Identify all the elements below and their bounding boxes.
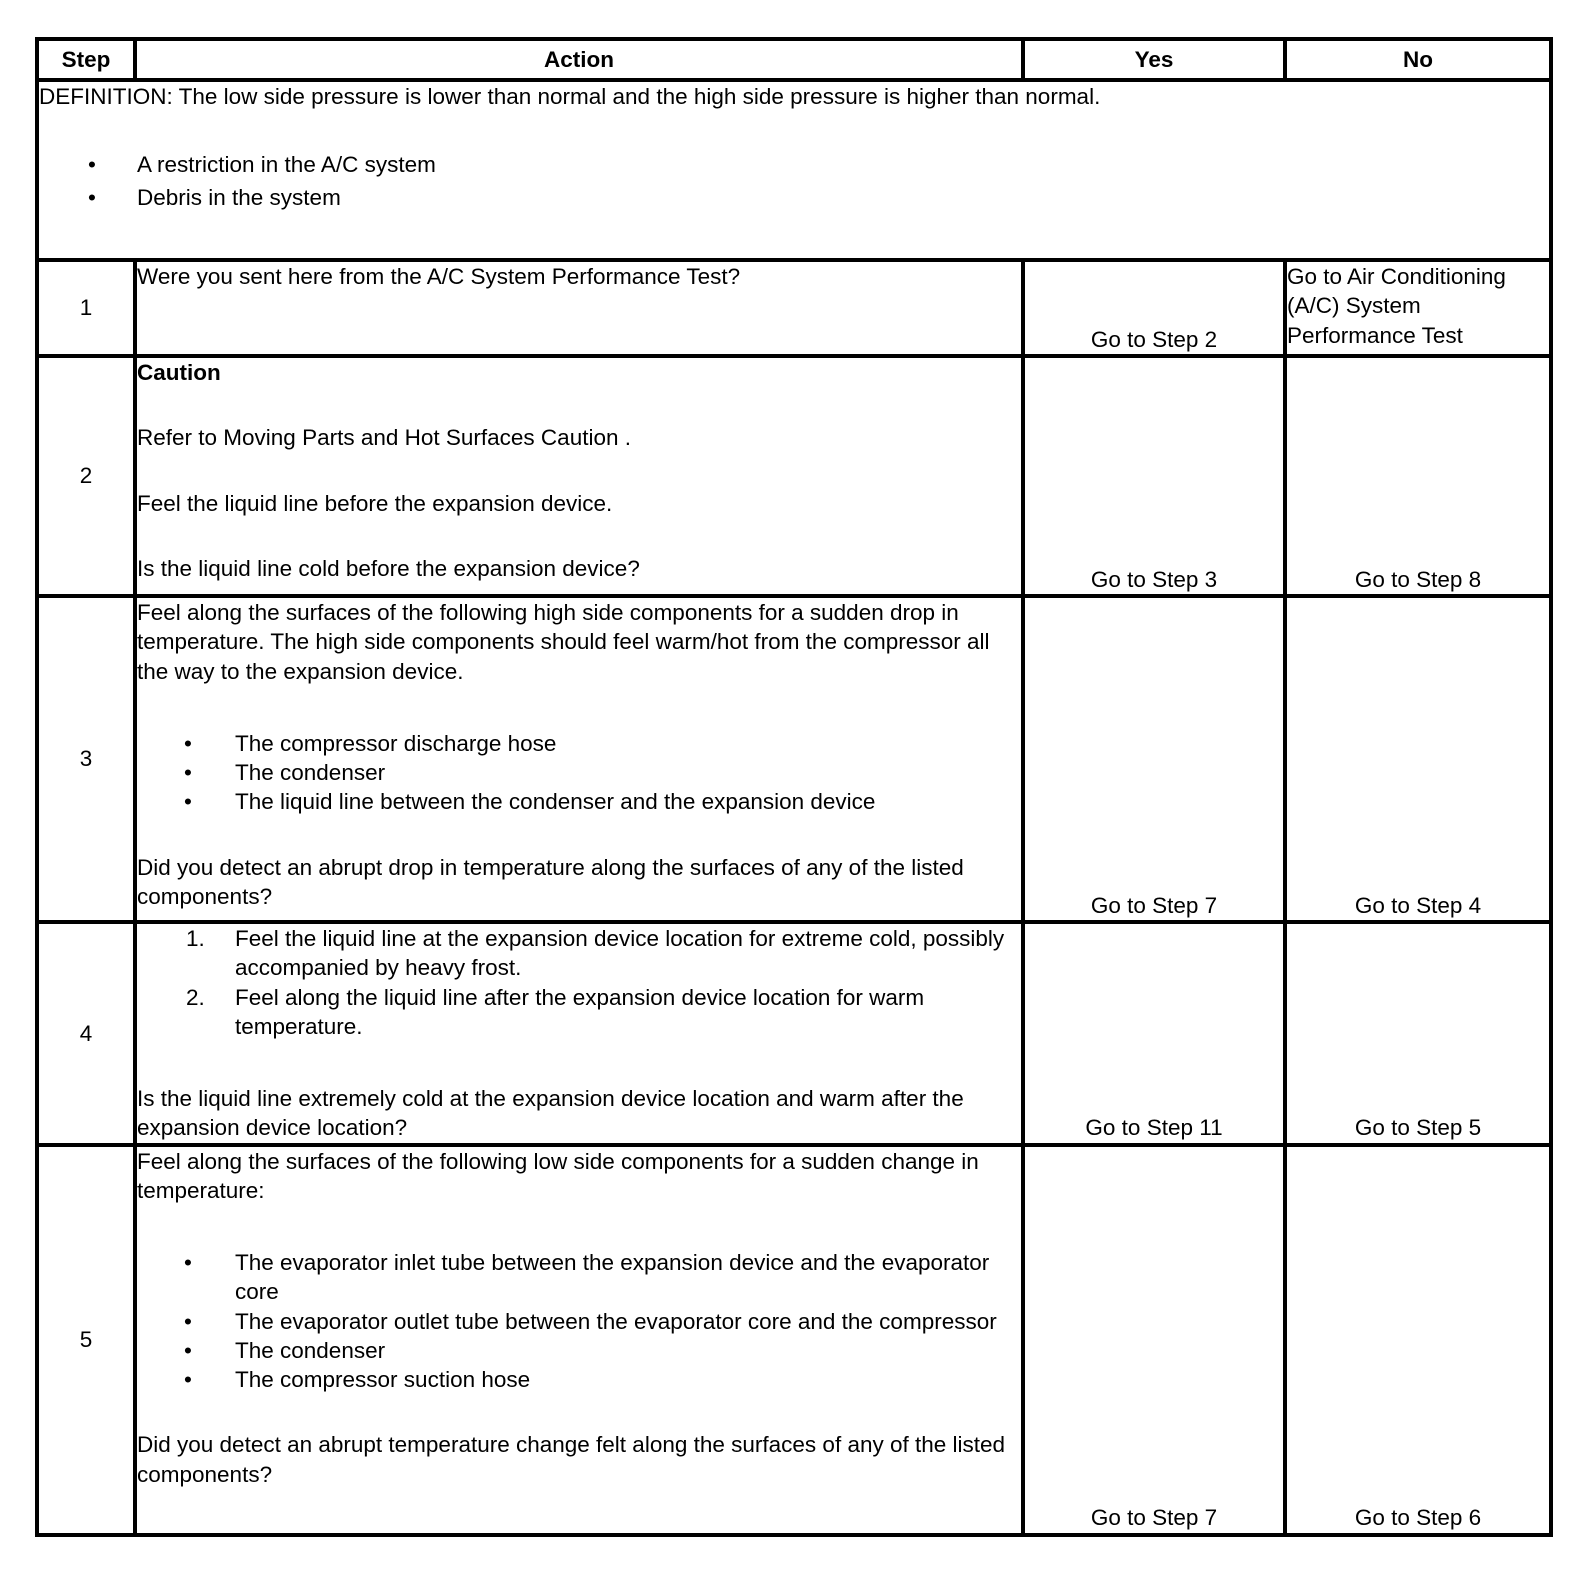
item-text: Feel the liquid line at the expansion device location for extreme cold, possibly accompanied by heavy frost. bbox=[235, 926, 1005, 981]
definition-cell bbox=[37, 80, 1551, 260]
step-action bbox=[135, 260, 1023, 356]
caution-label: Caution bbox=[137, 360, 221, 385]
step-question: Were you sent here from the A/C System Performance Test? bbox=[137, 264, 741, 289]
step-action bbox=[135, 596, 1023, 922]
yes-link[interactable]: Go to Step 3 bbox=[1023, 356, 1285, 596]
step-number: 1 bbox=[37, 260, 135, 356]
step-number: 3 bbox=[37, 596, 135, 922]
step-number: 2 bbox=[37, 356, 135, 596]
definition-bullets bbox=[39, 150, 1549, 212]
definition-text: DEFINITION: The low side pressure is lower than normal and the high side pressure is higher than normal. bbox=[39, 84, 1101, 109]
list-item: • The liquid line between the condenser and the expansion device bbox=[137, 787, 1021, 816]
step-instruction: Feel the liquid line before the expansion device. bbox=[137, 490, 613, 516]
header-step: Step bbox=[37, 39, 135, 80]
step-question: Did you detect an abrupt drop in temperature along the surfaces of any of the listed components? bbox=[137, 854, 964, 909]
step-action bbox=[135, 1145, 1023, 1535]
step-intro: Feel along the surfaces of the following high side components for a sudden drop in temperature. The high side components should feel warm/hot from the compressor all the way to the expansion device. bbox=[137, 600, 990, 684]
no-link[interactable]: Go to Step 5 bbox=[1285, 922, 1551, 1145]
step-number: 4 bbox=[37, 922, 135, 1145]
numbered-list bbox=[137, 924, 1021, 1041]
step-question: Is the liquid line extremely cold at the expansion device location and warm after the expansion device location? bbox=[137, 1086, 964, 1141]
step-question: Is the liquid line cold before the expansion device? bbox=[137, 555, 640, 581]
step-row-4 bbox=[37, 922, 1551, 1145]
step-number: 5 bbox=[37, 1145, 135, 1535]
step-row-2 bbox=[37, 356, 1551, 596]
item-text: Feel along the liquid line after the expansion device location for warm temperature. bbox=[235, 984, 925, 1039]
list-item: • The condenser bbox=[137, 758, 1021, 787]
list-item bbox=[137, 924, 1021, 983]
caution-reference: Refer to Moving Parts and Hot Surfaces Caution . bbox=[137, 425, 631, 451]
item-number: 2. bbox=[186, 984, 205, 1010]
header-row bbox=[37, 39, 1551, 80]
step-action bbox=[135, 922, 1023, 1145]
definition-row bbox=[37, 80, 1551, 260]
list-item: • The compressor discharge hose bbox=[137, 729, 1021, 758]
item-number: 1. bbox=[186, 926, 205, 951]
step-row-1 bbox=[37, 260, 1551, 356]
list-item: • The condenser bbox=[137, 1336, 1021, 1365]
step-question: Did you detect an abrupt temperature change felt along the surfaces of any of the listed components? bbox=[137, 1432, 1006, 1487]
diagnostic-table bbox=[35, 37, 1553, 1537]
no-link[interactable]: Go to Step 8 bbox=[1285, 356, 1551, 596]
list-item: • Debris in the system bbox=[39, 183, 1549, 212]
no-link[interactable]: Go to Air Conditioning (A/C) System Performance Test bbox=[1285, 260, 1551, 356]
list-item: • The evaporator outlet tube between the evaporator core and the compressor bbox=[137, 1307, 1021, 1336]
list-item: • A restriction in the A/C system bbox=[39, 150, 1549, 179]
yes-link[interactable]: Go to Step 7 bbox=[1023, 596, 1285, 922]
component-list bbox=[137, 729, 1021, 817]
yes-link[interactable]: Go to Step 7 bbox=[1023, 1145, 1285, 1535]
list-item: • The compressor suction hose bbox=[137, 1365, 1021, 1394]
header-no: No bbox=[1285, 39, 1551, 80]
header-yes: Yes bbox=[1023, 39, 1285, 80]
yes-link[interactable]: Go to Step 11 bbox=[1023, 922, 1285, 1145]
step-action bbox=[135, 356, 1023, 596]
step-row-3 bbox=[37, 596, 1551, 922]
component-list bbox=[137, 1248, 1021, 1394]
list-item: • The evaporator inlet tube between the expansion device and the evaporator core bbox=[137, 1248, 1021, 1307]
list-item bbox=[137, 983, 1021, 1042]
header-action: Action bbox=[135, 39, 1023, 80]
step-row-5 bbox=[37, 1145, 1551, 1535]
no-link[interactable]: Go to Step 6 bbox=[1285, 1145, 1551, 1535]
step-intro: Feel along the surfaces of the following low side components for a sudden change in temperature: bbox=[137, 1148, 979, 1203]
yes-link[interactable]: Go to Step 2 bbox=[1023, 260, 1285, 356]
no-link[interactable]: Go to Step 4 bbox=[1285, 596, 1551, 922]
